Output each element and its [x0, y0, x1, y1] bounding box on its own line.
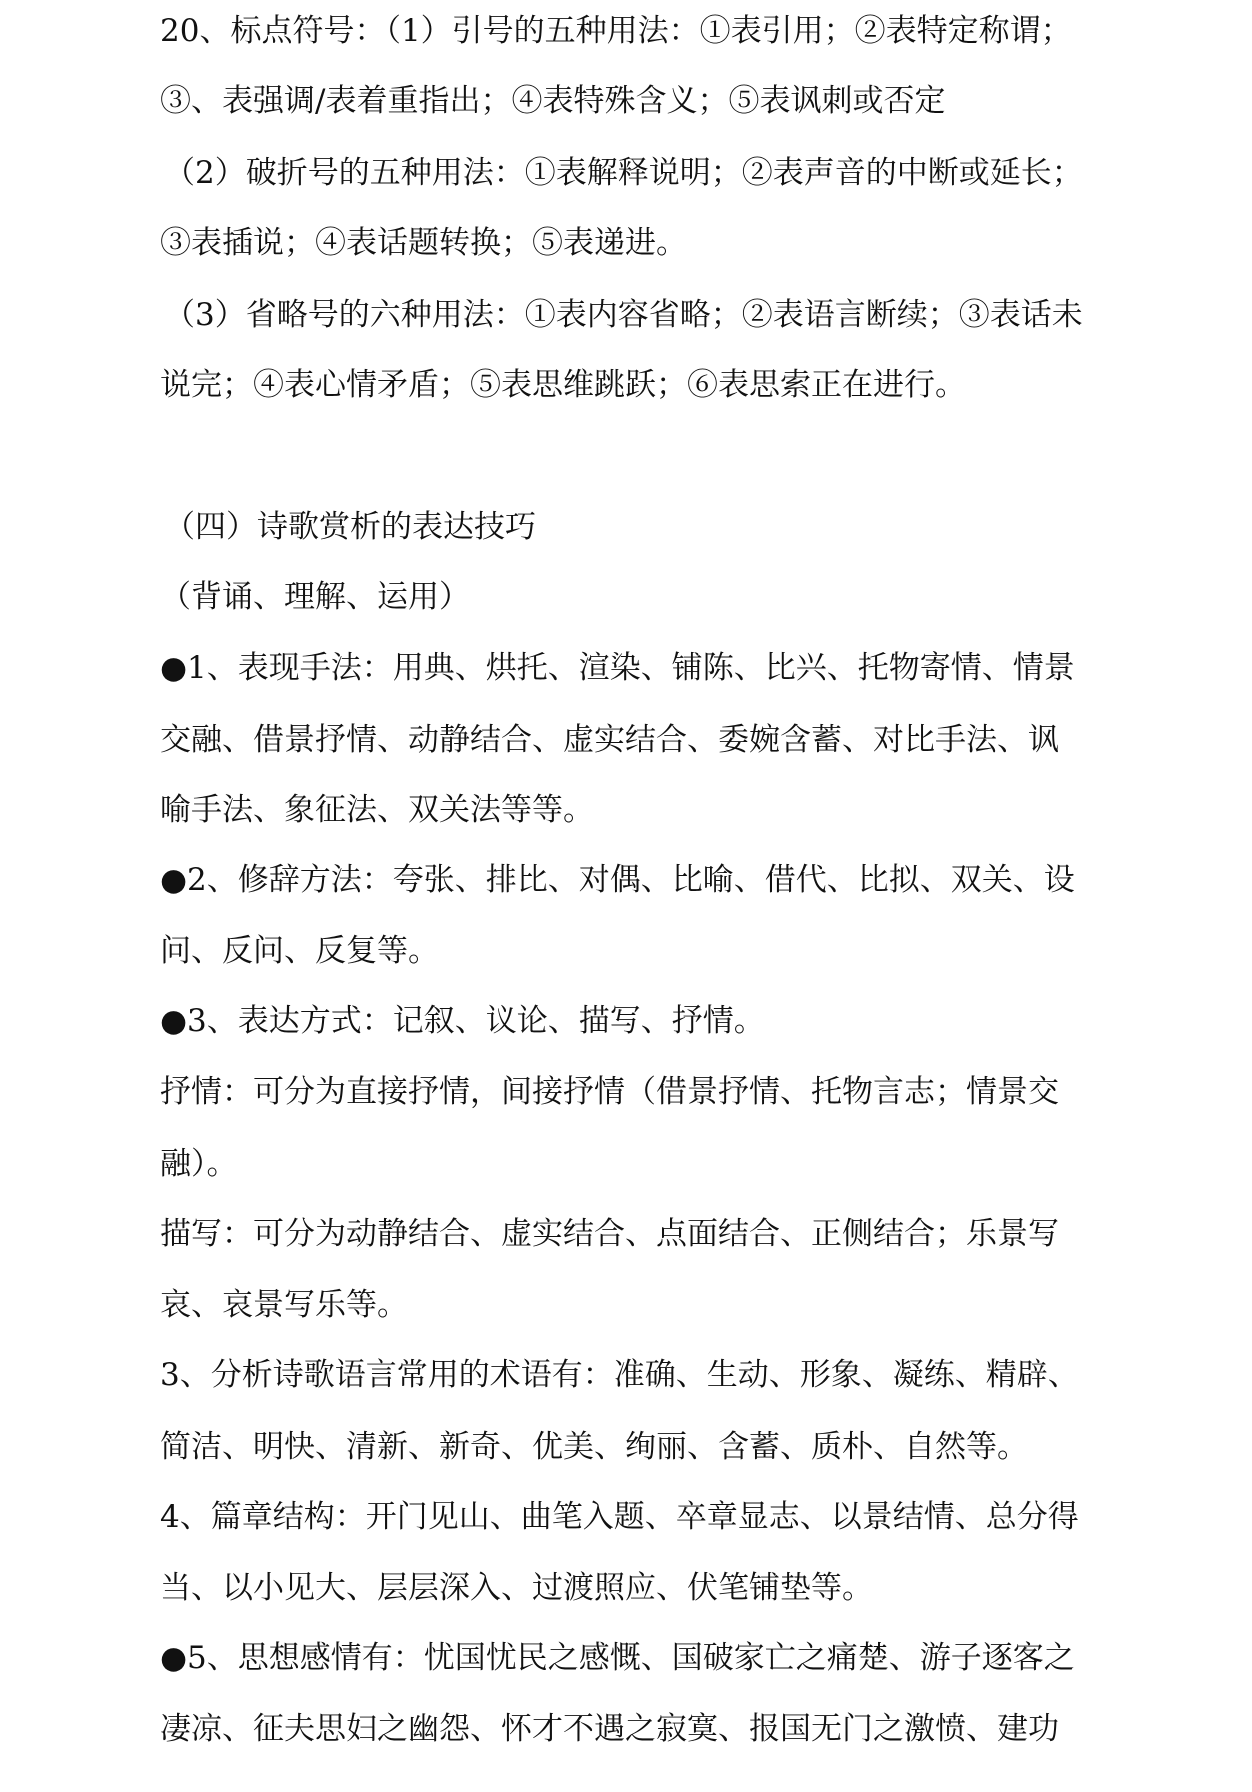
document-page	[160, 0, 1120, 1792]
text-line: （2）破折号的五种用法：①表解释说明；②表声音的中断或延长；	[164, 155, 1083, 191]
text-line: （3）省略号的六种用法：①表内容省略；②表语言断续；③表话未	[164, 297, 1083, 333]
text-line: 交融、借景抒情、动静结合、虚实结合、委婉含蓄、对比手法、讽	[160, 722, 1059, 758]
text-line: 喻手法、象征法、双关法等等。	[160, 792, 594, 828]
text-line: ③、表强调/表着重指出；④表特殊含义；⑤表讽刺或否定	[160, 83, 946, 119]
text-line: 问、反问、反复等。	[160, 933, 439, 969]
section-heading: （四）诗歌赏析的表达技巧	[164, 509, 536, 545]
text-line: 20、标点符号：（1）引号的五种用法：①表引用；②表特定称谓；	[160, 13, 1072, 49]
text-line: ●5、思想感情有：忧国忧民之感慨、国破家亡之痛楚、游子逐客之	[160, 1640, 1075, 1676]
text-line: 4、篇章结构：开门见山、曲笔入题、卒章显志、以景结情、总分得	[160, 1499, 1079, 1535]
text-line: 3、分析诗歌语言常用的术语有：准确、生动、形象、凝练、精辟、	[160, 1357, 1079, 1393]
text-line: ●2、修辞方法：夸张、排比、对偶、比喻、借代、比拟、双关、设	[160, 862, 1075, 898]
text-line: ●1、表现手法：用典、烘托、渲染、铺陈、比兴、托物寄情、情景	[160, 650, 1075, 686]
text-line: 描写：可分为动静结合、虚实结合、点面结合、正侧结合；乐景写	[160, 1216, 1059, 1252]
text-line: （背诵、理解、运用）	[160, 579, 470, 615]
text-line: 融）。	[160, 1146, 238, 1182]
text-line: 抒情：可分为直接抒情，间接抒情（借景抒情、托物言志；情景交	[160, 1074, 1059, 1110]
text-line: 凄凉、征夫思妇之幽怨、怀才不遇之寂寞、报国无门之激愤、建功	[160, 1711, 1059, 1747]
text-line: ●3、表达方式：记叙、议论、描写、抒情。	[160, 1003, 765, 1039]
text-line: 简洁、明快、清新、新奇、优美、绚丽、含蓄、质朴、自然等。	[160, 1429, 1028, 1465]
text-line: 说完；④表心情矛盾；⑤表思维跳跃；⑥表思索正在进行。	[160, 367, 966, 403]
text-line: 哀、哀景写乐等。	[160, 1287, 408, 1323]
text-line: ③表插说；④表话题转换；⑤表递进。	[160, 225, 687, 261]
text-line: 当、以小见大、层层深入、过渡照应、伏笔铺垫等。	[160, 1570, 873, 1606]
